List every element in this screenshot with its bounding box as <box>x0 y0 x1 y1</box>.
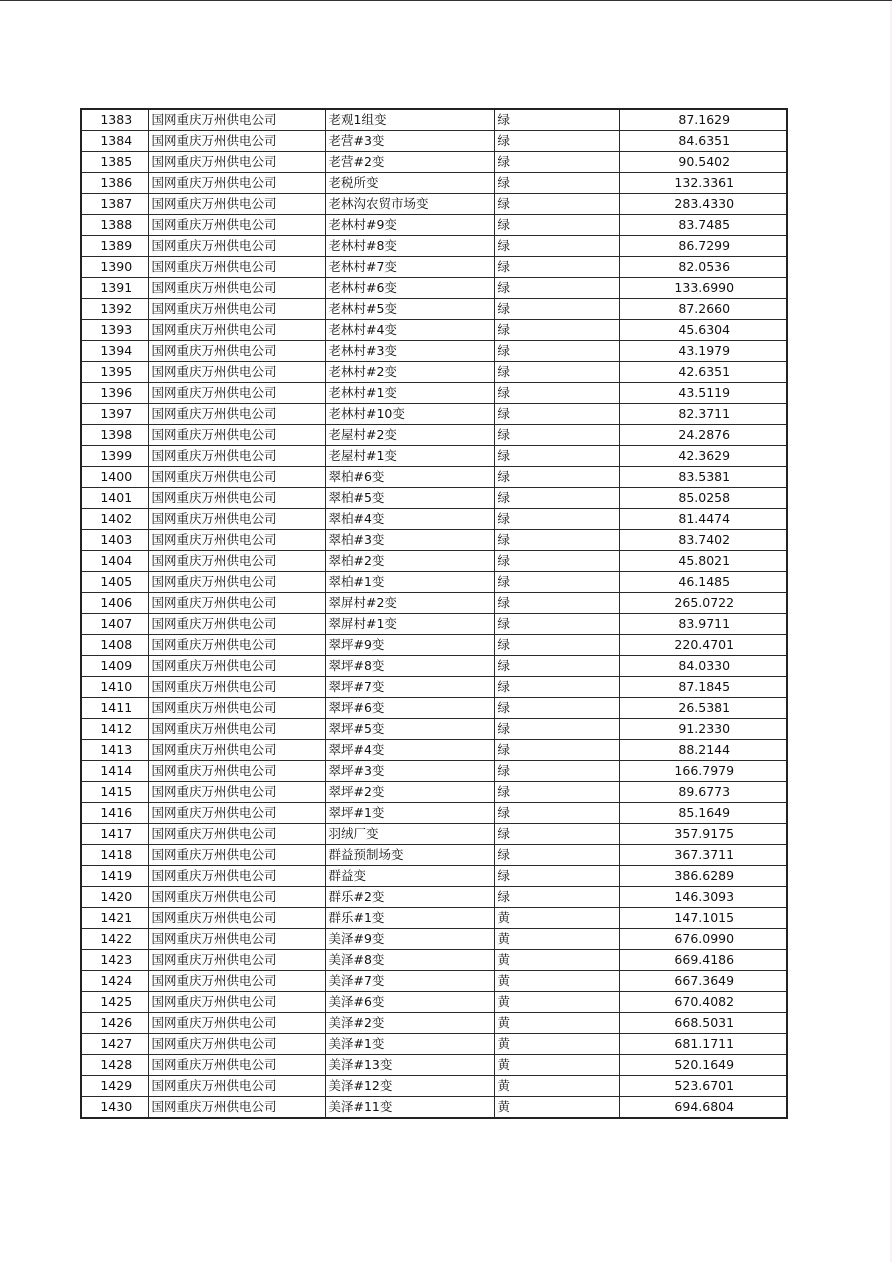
company-cell: 国网重庆万州供电公司 <box>148 173 325 194</box>
level-cell: 绿 <box>494 761 619 782</box>
station-cell: 老林村#1变 <box>325 383 494 404</box>
value-cell: 681.1711 <box>619 1034 787 1055</box>
station-cell: 翠柏#6变 <box>325 467 494 488</box>
table-row <box>81 551 787 572</box>
row-number-cell: 1405 <box>81 572 148 593</box>
table-row <box>81 929 787 950</box>
company-cell: 国网重庆万州供电公司 <box>148 845 325 866</box>
table-row <box>81 257 787 278</box>
company-cell: 国网重庆万州供电公司 <box>148 299 325 320</box>
station-cell: 美泽#9变 <box>325 929 494 950</box>
level-cell: 绿 <box>494 782 619 803</box>
level-cell: 绿 <box>494 362 619 383</box>
row-number-cell: 1409 <box>81 656 148 677</box>
company-cell: 国网重庆万州供电公司 <box>148 404 325 425</box>
table-row <box>81 299 787 320</box>
table-row <box>81 761 787 782</box>
company-cell: 国网重庆万州供电公司 <box>148 572 325 593</box>
value-cell: 676.0990 <box>619 929 787 950</box>
row-number-cell: 1387 <box>81 194 148 215</box>
company-cell: 国网重庆万州供电公司 <box>148 761 325 782</box>
value-cell: 86.7299 <box>619 236 787 257</box>
station-cell: 老税所变 <box>325 173 494 194</box>
station-cell: 老林沟农贸市场变 <box>325 194 494 215</box>
level-cell: 绿 <box>494 320 619 341</box>
row-number-cell: 1419 <box>81 866 148 887</box>
table-row <box>81 467 787 488</box>
company-cell: 国网重庆万州供电公司 <box>148 1013 325 1034</box>
company-cell: 国网重庆万州供电公司 <box>148 614 325 635</box>
row-number-cell: 1395 <box>81 362 148 383</box>
company-cell: 国网重庆万州供电公司 <box>148 635 325 656</box>
value-cell: 83.7402 <box>619 530 787 551</box>
level-cell: 绿 <box>494 887 619 908</box>
row-number-cell: 1403 <box>81 530 148 551</box>
station-cell: 群乐#2变 <box>325 887 494 908</box>
table-row <box>81 950 787 971</box>
row-number-cell: 1420 <box>81 887 148 908</box>
table-row <box>81 782 787 803</box>
station-cell: 老观1组变 <box>325 109 494 131</box>
station-cell: 翠坪#4变 <box>325 740 494 761</box>
table-row <box>81 362 787 383</box>
level-cell: 绿 <box>494 488 619 509</box>
table-row <box>81 383 787 404</box>
level-cell: 绿 <box>494 257 619 278</box>
value-cell: 43.5119 <box>619 383 787 404</box>
company-cell: 国网重庆万州供电公司 <box>148 1097 325 1119</box>
table-row <box>81 320 787 341</box>
value-cell: 81.4474 <box>619 509 787 530</box>
value-cell: 133.6990 <box>619 278 787 299</box>
company-cell: 国网重庆万州供电公司 <box>148 194 325 215</box>
table-row <box>81 593 787 614</box>
level-cell: 绿 <box>494 194 619 215</box>
level-cell: 绿 <box>494 866 619 887</box>
company-cell: 国网重庆万州供电公司 <box>148 929 325 950</box>
value-cell: 523.6701 <box>619 1076 787 1097</box>
value-cell: 146.3093 <box>619 887 787 908</box>
table-row <box>81 425 787 446</box>
company-cell: 国网重庆万州供电公司 <box>148 1034 325 1055</box>
value-cell: 283.4330 <box>619 194 787 215</box>
station-cell: 老林村#2变 <box>325 362 494 383</box>
level-cell: 绿 <box>494 614 619 635</box>
station-cell: 老林村#10变 <box>325 404 494 425</box>
row-number-cell: 1385 <box>81 152 148 173</box>
level-cell: 黄 <box>494 992 619 1013</box>
value-cell: 90.5402 <box>619 152 787 173</box>
level-cell: 绿 <box>494 131 619 152</box>
row-number-cell: 1402 <box>81 509 148 530</box>
company-cell: 国网重庆万州供电公司 <box>148 992 325 1013</box>
value-cell: 45.6304 <box>619 320 787 341</box>
value-cell: 357.9175 <box>619 824 787 845</box>
table-row <box>81 887 787 908</box>
company-cell: 国网重庆万州供电公司 <box>148 425 325 446</box>
table-row <box>81 1013 787 1034</box>
row-number-cell: 1421 <box>81 908 148 929</box>
station-cell: 老林村#4变 <box>325 320 494 341</box>
station-cell: 翠坪#8变 <box>325 656 494 677</box>
table-row <box>81 698 787 719</box>
station-cell: 老屋村#2变 <box>325 425 494 446</box>
level-cell: 绿 <box>494 173 619 194</box>
value-cell: 82.3711 <box>619 404 787 425</box>
value-cell: 88.2144 <box>619 740 787 761</box>
level-cell: 绿 <box>494 530 619 551</box>
company-cell: 国网重庆万州供电公司 <box>148 152 325 173</box>
value-cell: 42.6351 <box>619 362 787 383</box>
row-number-cell: 1413 <box>81 740 148 761</box>
row-number-cell: 1425 <box>81 992 148 1013</box>
level-cell: 绿 <box>494 845 619 866</box>
row-number-cell: 1422 <box>81 929 148 950</box>
page-top-rule <box>0 0 892 1</box>
station-cell: 美泽#13变 <box>325 1055 494 1076</box>
company-cell: 国网重庆万州供电公司 <box>148 215 325 236</box>
level-cell: 绿 <box>494 593 619 614</box>
value-cell: 220.4701 <box>619 635 787 656</box>
table-row <box>81 278 787 299</box>
row-number-cell: 1384 <box>81 131 148 152</box>
station-cell: 群益预制场变 <box>325 845 494 866</box>
value-cell: 166.7979 <box>619 761 787 782</box>
value-cell: 667.3649 <box>619 971 787 992</box>
level-cell: 绿 <box>494 551 619 572</box>
company-cell: 国网重庆万州供电公司 <box>148 950 325 971</box>
value-cell: 669.4186 <box>619 950 787 971</box>
row-number-cell: 1388 <box>81 215 148 236</box>
value-cell: 84.0330 <box>619 656 787 677</box>
company-cell: 国网重庆万州供电公司 <box>148 320 325 341</box>
value-cell: 83.5381 <box>619 467 787 488</box>
level-cell: 绿 <box>494 656 619 677</box>
level-cell: 黄 <box>494 1013 619 1034</box>
station-cell: 美泽#6变 <box>325 992 494 1013</box>
table-row <box>81 530 787 551</box>
table-row <box>81 572 787 593</box>
value-cell: 42.3629 <box>619 446 787 467</box>
station-cell: 翠坪#7变 <box>325 677 494 698</box>
value-cell: 520.1649 <box>619 1055 787 1076</box>
company-cell: 国网重庆万州供电公司 <box>148 866 325 887</box>
station-cell: 翠柏#5变 <box>325 488 494 509</box>
table-row <box>81 992 787 1013</box>
value-cell: 45.8021 <box>619 551 787 572</box>
row-number-cell: 1404 <box>81 551 148 572</box>
station-cell: 老营#3变 <box>325 131 494 152</box>
table-row <box>81 236 787 257</box>
station-cell: 翠柏#3变 <box>325 530 494 551</box>
value-cell: 367.3711 <box>619 845 787 866</box>
row-number-cell: 1406 <box>81 593 148 614</box>
company-cell: 国网重庆万州供电公司 <box>148 131 325 152</box>
value-cell: 83.7485 <box>619 215 787 236</box>
level-cell: 黄 <box>494 1055 619 1076</box>
value-cell: 132.3361 <box>619 173 787 194</box>
row-number-cell: 1414 <box>81 761 148 782</box>
value-cell: 85.1649 <box>619 803 787 824</box>
company-cell: 国网重庆万州供电公司 <box>148 488 325 509</box>
table-row <box>81 740 787 761</box>
row-number-cell: 1408 <box>81 635 148 656</box>
row-number-cell: 1389 <box>81 236 148 257</box>
station-cell: 老屋村#1变 <box>325 446 494 467</box>
level-cell: 绿 <box>494 635 619 656</box>
station-cell: 翠坪#6变 <box>325 698 494 719</box>
row-number-cell: 1426 <box>81 1013 148 1034</box>
table-row <box>81 173 787 194</box>
table-row <box>81 845 787 866</box>
value-cell: 147.1015 <box>619 908 787 929</box>
station-cell: 群益变 <box>325 866 494 887</box>
level-cell: 绿 <box>494 740 619 761</box>
value-cell: 89.6773 <box>619 782 787 803</box>
station-cell: 老林村#5变 <box>325 299 494 320</box>
station-cell: 翠柏#1变 <box>325 572 494 593</box>
station-cell: 翠屏村#2变 <box>325 593 494 614</box>
level-cell: 绿 <box>494 572 619 593</box>
table-row <box>81 1097 787 1119</box>
level-cell: 黄 <box>494 971 619 992</box>
level-cell: 黄 <box>494 950 619 971</box>
table-row <box>81 1034 787 1055</box>
station-cell: 美泽#12变 <box>325 1076 494 1097</box>
station-cell: 翠坪#2变 <box>325 782 494 803</box>
table-row <box>81 1076 787 1097</box>
company-cell: 国网重庆万州供电公司 <box>148 782 325 803</box>
value-cell: 43.1979 <box>619 341 787 362</box>
level-cell: 绿 <box>494 467 619 488</box>
row-number-cell: 1410 <box>81 677 148 698</box>
table-row <box>81 488 787 509</box>
row-number-cell: 1391 <box>81 278 148 299</box>
level-cell: 绿 <box>494 719 619 740</box>
company-cell: 国网重庆万州供电公司 <box>148 740 325 761</box>
level-cell: 黄 <box>494 1076 619 1097</box>
value-cell: 46.1485 <box>619 572 787 593</box>
level-cell: 绿 <box>494 215 619 236</box>
value-cell: 265.0722 <box>619 593 787 614</box>
table-row <box>81 824 787 845</box>
company-cell: 国网重庆万州供电公司 <box>148 362 325 383</box>
station-cell: 老林村#8变 <box>325 236 494 257</box>
station-cell: 羽绒厂变 <box>325 824 494 845</box>
level-cell: 绿 <box>494 803 619 824</box>
station-cell: 翠坪#3变 <box>325 761 494 782</box>
station-cell: 美泽#11变 <box>325 1097 494 1119</box>
station-cell: 美泽#8变 <box>325 950 494 971</box>
table-row <box>81 509 787 530</box>
row-number-cell: 1386 <box>81 173 148 194</box>
table-row <box>81 614 787 635</box>
table-body <box>81 109 787 1118</box>
value-cell: 87.1629 <box>619 109 787 131</box>
table-row <box>81 194 787 215</box>
level-cell: 绿 <box>494 299 619 320</box>
value-cell: 670.4082 <box>619 992 787 1013</box>
level-cell: 绿 <box>494 677 619 698</box>
row-number-cell: 1417 <box>81 824 148 845</box>
level-cell: 黄 <box>494 929 619 950</box>
company-cell: 国网重庆万州供电公司 <box>148 446 325 467</box>
value-cell: 87.2660 <box>619 299 787 320</box>
company-cell: 国网重庆万州供电公司 <box>148 971 325 992</box>
level-cell: 绿 <box>494 236 619 257</box>
value-cell: 668.5031 <box>619 1013 787 1034</box>
row-number-cell: 1399 <box>81 446 148 467</box>
row-number-cell: 1401 <box>81 488 148 509</box>
table-row <box>81 109 787 131</box>
station-cell: 翠坪#5变 <box>325 719 494 740</box>
company-cell: 国网重庆万州供电公司 <box>148 698 325 719</box>
company-cell: 国网重庆万州供电公司 <box>148 236 325 257</box>
company-cell: 国网重庆万州供电公司 <box>148 509 325 530</box>
row-number-cell: 1383 <box>81 109 148 131</box>
table-row <box>81 677 787 698</box>
table-row <box>81 971 787 992</box>
level-cell: 绿 <box>494 278 619 299</box>
table-row <box>81 803 787 824</box>
station-cell: 翠坪#1变 <box>325 803 494 824</box>
station-cell: 老林村#3变 <box>325 341 494 362</box>
company-cell: 国网重庆万州供电公司 <box>148 719 325 740</box>
row-number-cell: 1423 <box>81 950 148 971</box>
station-cell: 老林村#9变 <box>325 215 494 236</box>
row-number-cell: 1415 <box>81 782 148 803</box>
row-number-cell: 1397 <box>81 404 148 425</box>
value-cell: 84.6351 <box>619 131 787 152</box>
level-cell: 绿 <box>494 109 619 131</box>
row-number-cell: 1390 <box>81 257 148 278</box>
table-row <box>81 719 787 740</box>
company-cell: 国网重庆万州供电公司 <box>148 824 325 845</box>
row-number-cell: 1411 <box>81 698 148 719</box>
level-cell: 黄 <box>494 1097 619 1119</box>
row-number-cell: 1398 <box>81 425 148 446</box>
station-cell: 翠屏村#1变 <box>325 614 494 635</box>
row-number-cell: 1393 <box>81 320 148 341</box>
level-cell: 黄 <box>494 908 619 929</box>
value-cell: 83.9711 <box>619 614 787 635</box>
row-number-cell: 1427 <box>81 1034 148 1055</box>
level-cell: 绿 <box>494 698 619 719</box>
station-cell: 美泽#7变 <box>325 971 494 992</box>
level-cell: 绿 <box>494 152 619 173</box>
company-cell: 国网重庆万州供电公司 <box>148 551 325 572</box>
level-cell: 绿 <box>494 383 619 404</box>
station-cell: 翠柏#2变 <box>325 551 494 572</box>
value-cell: 386.6289 <box>619 866 787 887</box>
value-cell: 24.2876 <box>619 425 787 446</box>
table-row <box>81 635 787 656</box>
row-number-cell: 1394 <box>81 341 148 362</box>
station-cell: 翠柏#4变 <box>325 509 494 530</box>
company-cell: 国网重庆万州供电公司 <box>148 467 325 488</box>
station-cell: 美泽#2变 <box>325 1013 494 1034</box>
company-cell: 国网重庆万州供电公司 <box>148 383 325 404</box>
row-number-cell: 1396 <box>81 383 148 404</box>
value-cell: 85.0258 <box>619 488 787 509</box>
company-cell: 国网重庆万州供电公司 <box>148 341 325 362</box>
level-cell: 绿 <box>494 824 619 845</box>
row-number-cell: 1429 <box>81 1076 148 1097</box>
company-cell: 国网重庆万州供电公司 <box>148 887 325 908</box>
value-cell: 82.0536 <box>619 257 787 278</box>
company-cell: 国网重庆万州供电公司 <box>148 109 325 131</box>
level-cell: 绿 <box>494 446 619 467</box>
row-number-cell: 1412 <box>81 719 148 740</box>
table-row <box>81 446 787 467</box>
value-cell: 26.5381 <box>619 698 787 719</box>
table-row <box>81 656 787 677</box>
table-row <box>81 152 787 173</box>
company-cell: 国网重庆万州供电公司 <box>148 908 325 929</box>
station-cell: 老林村#6变 <box>325 278 494 299</box>
table-row <box>81 908 787 929</box>
level-cell: 绿 <box>494 509 619 530</box>
company-cell: 国网重庆万州供电公司 <box>148 1076 325 1097</box>
company-cell: 国网重庆万州供电公司 <box>148 530 325 551</box>
table-row <box>81 1055 787 1076</box>
value-cell: 694.6804 <box>619 1097 787 1119</box>
row-number-cell: 1424 <box>81 971 148 992</box>
table-row <box>81 404 787 425</box>
company-cell: 国网重庆万州供电公司 <box>148 278 325 299</box>
row-number-cell: 1416 <box>81 803 148 824</box>
company-cell: 国网重庆万州供电公司 <box>148 803 325 824</box>
value-cell: 87.1845 <box>619 677 787 698</box>
value-cell: 91.2330 <box>619 719 787 740</box>
row-number-cell: 1428 <box>81 1055 148 1076</box>
level-cell: 绿 <box>494 425 619 446</box>
station-cell: 群乐#1变 <box>325 908 494 929</box>
company-cell: 国网重庆万州供电公司 <box>148 677 325 698</box>
company-cell: 国网重庆万州供电公司 <box>148 1055 325 1076</box>
station-cell: 美泽#1变 <box>325 1034 494 1055</box>
table-row <box>81 215 787 236</box>
row-number-cell: 1400 <box>81 467 148 488</box>
row-number-cell: 1407 <box>81 614 148 635</box>
company-cell: 国网重庆万州供电公司 <box>148 656 325 677</box>
row-number-cell: 1392 <box>81 299 148 320</box>
station-cell: 老林村#7变 <box>325 257 494 278</box>
level-cell: 绿 <box>494 341 619 362</box>
table-row <box>81 866 787 887</box>
station-cell: 翠坪#9变 <box>325 635 494 656</box>
level-cell: 绿 <box>494 404 619 425</box>
level-cell: 黄 <box>494 1034 619 1055</box>
company-cell: 国网重庆万州供电公司 <box>148 257 325 278</box>
table-row <box>81 341 787 362</box>
table-row <box>81 131 787 152</box>
transformer-data-table <box>80 108 788 1119</box>
station-cell: 老营#2变 <box>325 152 494 173</box>
row-number-cell: 1430 <box>81 1097 148 1119</box>
company-cell: 国网重庆万州供电公司 <box>148 593 325 614</box>
row-number-cell: 1418 <box>81 845 148 866</box>
